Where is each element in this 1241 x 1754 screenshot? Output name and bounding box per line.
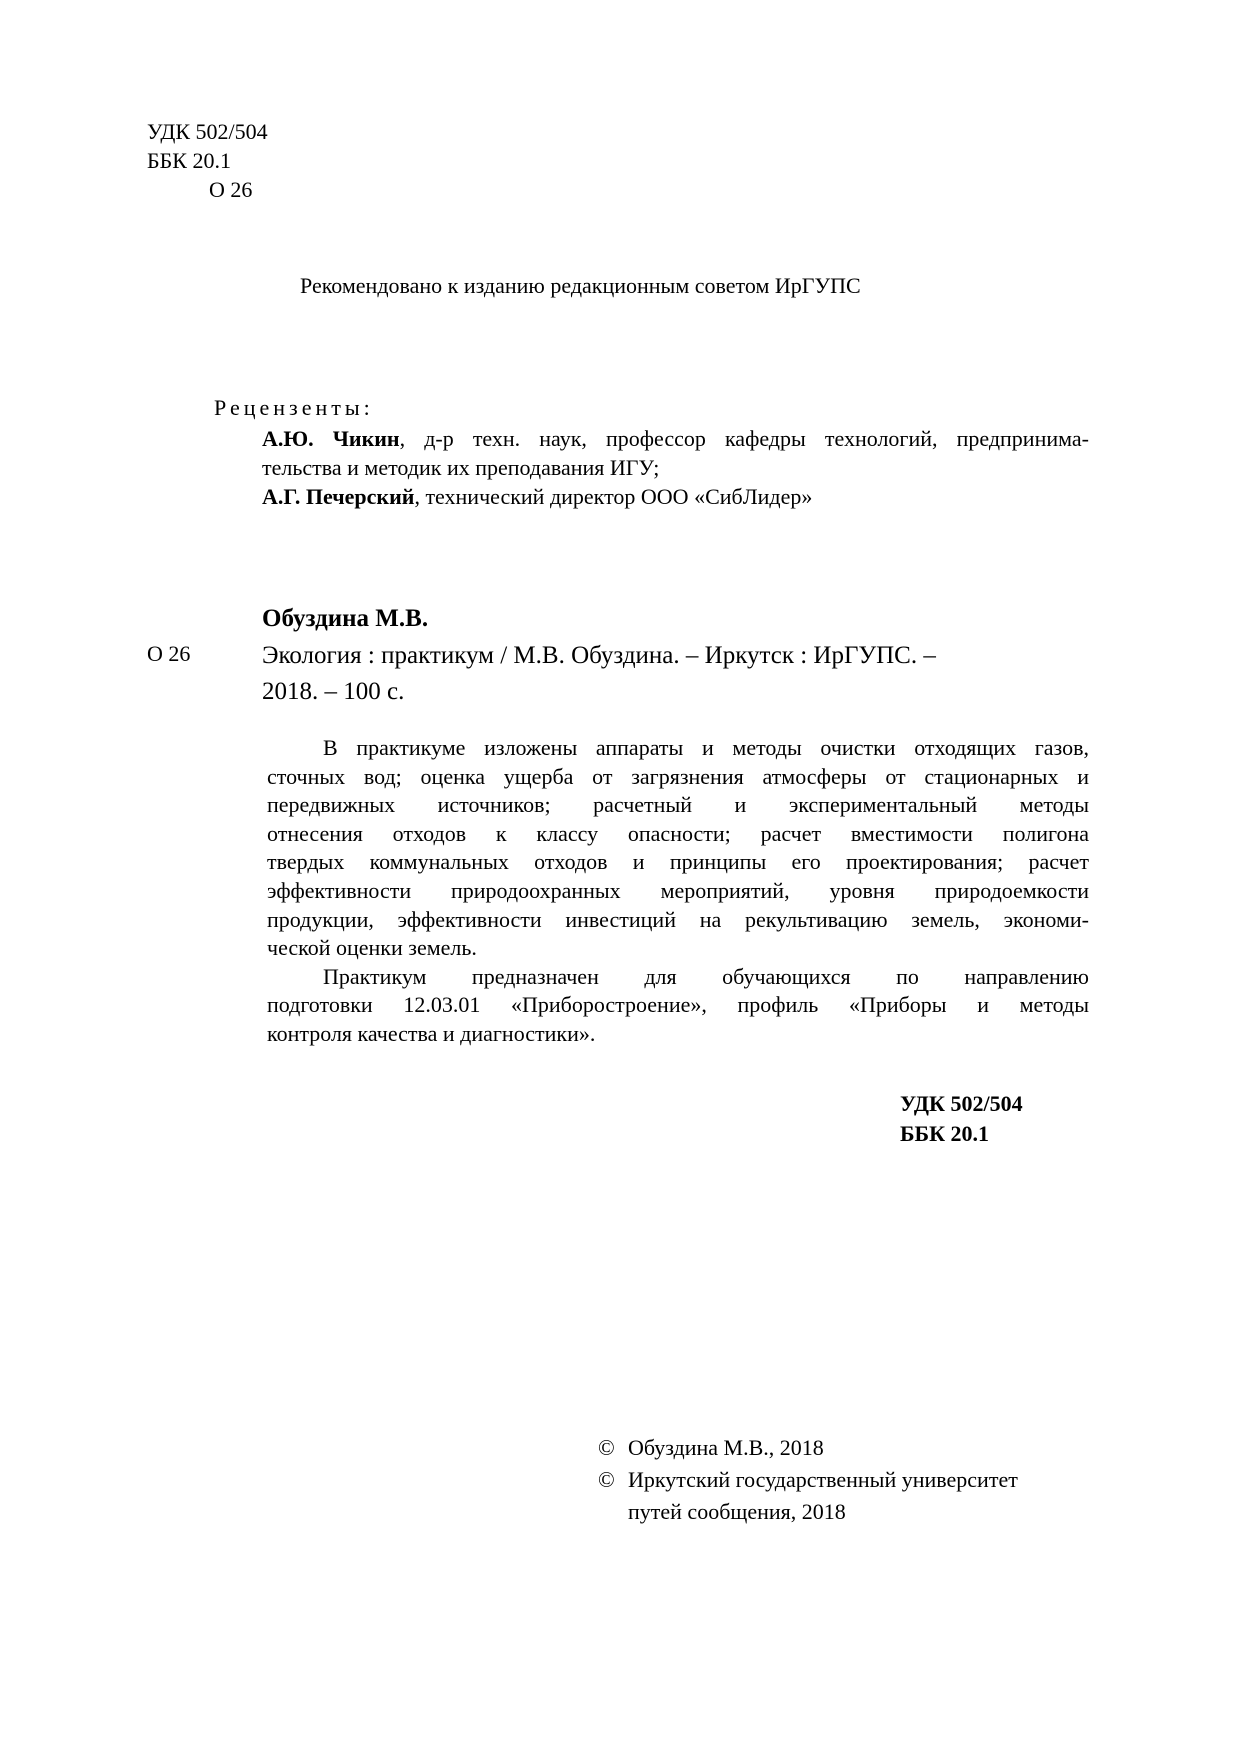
copyright-publisher: Иркутский государственный университет <box>628 1467 1018 1492</box>
reviewer-name: А.Г. Печерский <box>262 484 415 509</box>
copyright-line <box>598 1464 1018 1496</box>
copyright-publisher-continuation: путей сообщения, 2018 <box>628 1499 846 1524</box>
reviewer-entry-continuation: тельства и методик их преподавания ИГУ; <box>262 455 660 480</box>
abstract-line: продукции, эффективности инвестиций на рекультивацию земель, экономи- <box>267 906 1089 932</box>
abstract-line: твердых коммунальных отходов и принципы его проектирования; расчет <box>267 849 1089 875</box>
reviewers-list <box>262 424 1089 511</box>
abstract-line: ческой оценки земель. <box>267 935 477 961</box>
abstract <box>267 734 1089 1049</box>
bibliographic-record <box>262 638 1089 710</box>
bibliographic-line: 2018. – 100 с. <box>262 678 405 705</box>
abstract-line: В практикуме изложены аппараты и методы очистки отходящих газов, <box>323 735 1089 760</box>
reviewers-heading: Рецензенты: <box>214 395 374 420</box>
abstract-line: отнесения отходов к классу опасности; расчет вместимости полигона <box>267 820 1089 846</box>
bbk-code: ББК 20.1 <box>147 148 231 173</box>
abstract-line: сточных вод; оценка ущерба от загрязнения атмосферы от стационарных и <box>267 763 1089 789</box>
udk-code: УДК 502/504 <box>147 119 268 144</box>
reviewer-name: А.Ю. Чикин <box>262 426 400 451</box>
copyright-author: Обуздина М.В., 2018 <box>628 1435 824 1460</box>
bbk-code-bottom: ББК 20.1 <box>900 1121 990 1146</box>
bibliographic-line: Экология : практикум / М.В. Обуздина. – Иркутск : ИрГУПС. – <box>262 642 936 669</box>
copyright-icon: © <box>598 1467 615 1492</box>
abstract-line: эффективности природоохранных мероприятий, уровня природоемкости <box>267 877 1089 903</box>
author-heading: Обуздина М.В. <box>262 605 429 632</box>
copyright-block <box>598 1432 1018 1528</box>
author-mark: О 26 <box>147 641 191 666</box>
reviewer-entry <box>262 482 1089 511</box>
udk-code-bottom: УДК 502/504 <box>900 1091 1023 1116</box>
copyright-icon: © <box>598 1435 615 1460</box>
recommendation-note: Рекомендовано к изданию редакционным советом ИрГУПС <box>300 273 861 298</box>
reviewer-description: , технический директор ООО «СибЛидер» <box>414 484 813 509</box>
author-mark: О 26 <box>209 177 253 202</box>
reviewer-entry <box>262 424 1089 453</box>
copyright-line <box>598 1432 1018 1464</box>
reviewer-description: , д-р техн. наук, профессор кафедры технологий, предпринима- <box>399 426 1089 451</box>
abstract-line: Практикум предназначен для обучающихся по направлению <box>323 963 1089 989</box>
abstract-line: подготовки 12.03.01 «Приборостроение», профиль «Приборы и методы <box>267 992 1089 1018</box>
abstract-line: передвижных источников; расчетный и экспериментальный методы <box>267 792 1089 818</box>
abstract-line: контроля качества и диагностики». <box>267 1020 596 1046</box>
